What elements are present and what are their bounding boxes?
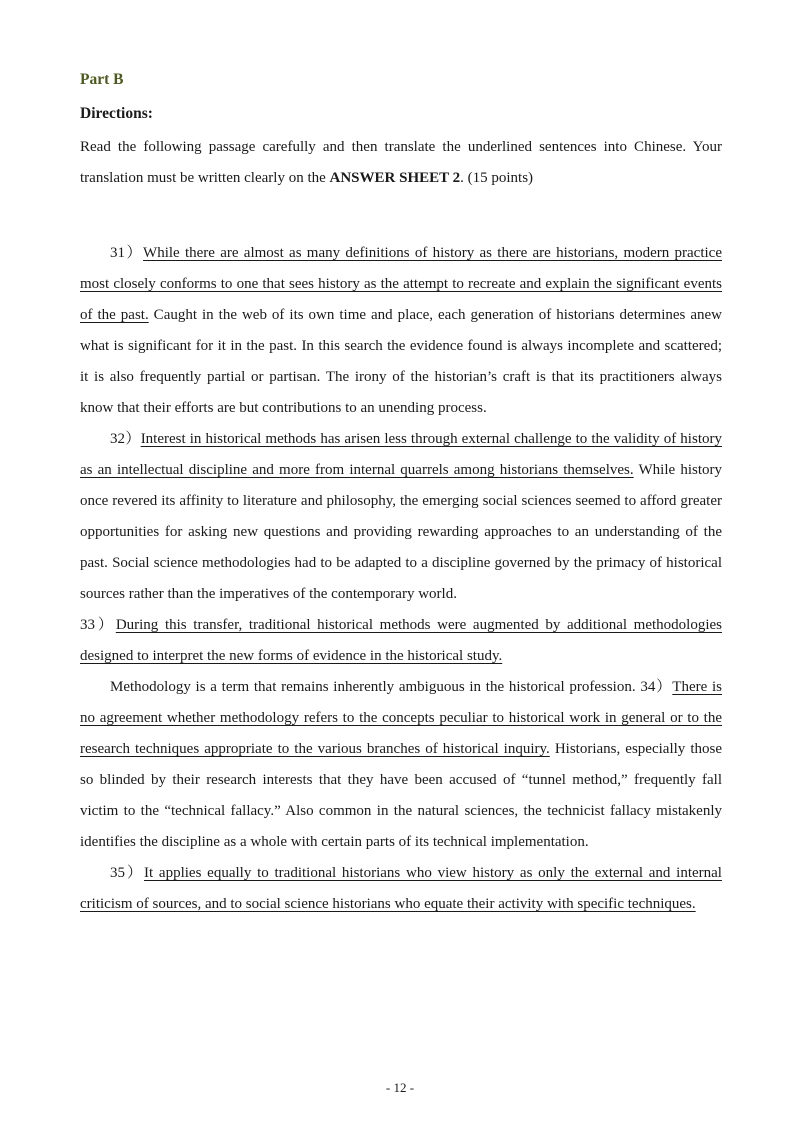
- directions-text: [80, 132, 722, 194]
- paragraph-32: [80, 424, 722, 610]
- paragraph-35: [80, 858, 722, 920]
- paragraph-33: [80, 610, 722, 672]
- question-number-32: 32）: [110, 431, 141, 447]
- underlined-sentence-34: There is no agreement whether methodology refers to the concepts peculiar to historical work in general or to the research techniques appropriate to the various branches of historical inquiry.: [80, 679, 722, 757]
- question-number-33: 33）: [80, 617, 116, 633]
- underlined-sentence-32: Interest in historical methods has arisen less through external challenge to the validity of history as an intellectual discipline and more from internal quarrels among historians themselves.: [80, 431, 722, 478]
- question-number-31: 31）: [110, 245, 144, 261]
- part-title: Part B: [80, 71, 124, 88]
- answer-sheet-label: ANSWER SHEET 2: [329, 170, 461, 186]
- underlined-sentence-31: While there are almost as many definitions of history as there are historians, modern practice most closely conforms to one that sees history as the attempt to recreate and explain the significant events of the past.: [80, 245, 722, 323]
- question-number-34: 34）: [640, 679, 673, 695]
- paragraph-31: [80, 238, 722, 424]
- paragraph-32-text: While history once revered its affinity to literature and philosophy, the emerging social sciences seemed to afford greater opportunities for asking new questions and providing rewarding approaches to an understanding of the past. Social science methodologies had to be adapted to a discipline governed by the primacy of historical sources rather than the imperatives of the contemporary world.: [80, 462, 722, 602]
- paragraph-31-text: Caught in the web of its own time and place, each generation of historians determines anew what is significant for it in the past. In this search the evidence found is always incomplete and scattered; it is also frequently partial or partisan. The irony of the historian’s craft is that its practitioners always know that their efforts are but contributions to an unending process.: [80, 307, 722, 416]
- paragraph-34: [80, 672, 722, 858]
- paragraph-34-text: Historians, especially those so blinded by their research interests that they have been accused of “tunnel method,” frequently fall victim to the “technical fallacy.” Also common in the natural sciences, the technicist fallacy mistakenly identifies the discipline as a whole with certain parts of its technical implementation.: [80, 741, 722, 850]
- underlined-sentence-33: During this transfer, traditional historical methods were augmented by additional methodologies designed to interpret the new forms of evidence in the historical study.: [80, 617, 722, 664]
- directions-title: Directions:: [80, 105, 153, 122]
- exam-page: [80, 66, 722, 920]
- directions-text-a: Read the following passage carefully and then translate the underlined sentences into Chinese. Your translation must be written clearly on the: [80, 139, 722, 186]
- page-number: - 12 -: [385, 1080, 415, 1095]
- directions-text-b: . (15 points): [460, 170, 534, 186]
- question-number-35: 35）: [110, 865, 145, 881]
- passage: [80, 238, 722, 920]
- underlined-sentence-35: It applies equally to traditional historians who view history as only the external and internal criticism of sources, and to social science historians who equate their activity with specific techniques.: [80, 865, 722, 912]
- paragraph-34-lead: Methodology is a term that remains inherently ambiguous in the historical profession.: [110, 679, 641, 695]
